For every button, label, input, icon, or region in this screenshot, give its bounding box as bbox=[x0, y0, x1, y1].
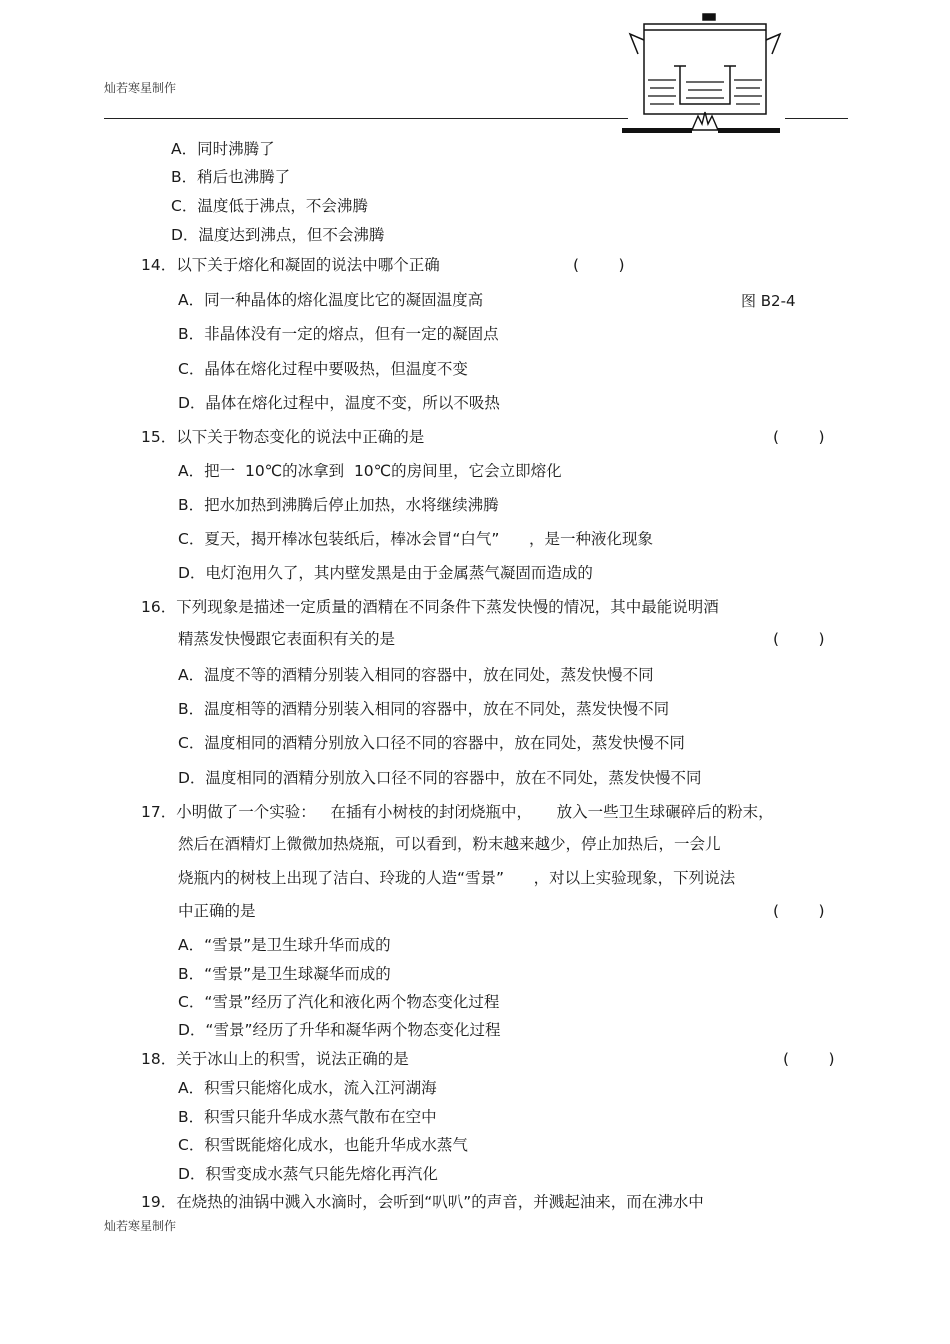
option-text: A．温度不等的酒精分别装入相同的容器中，放在同处，蒸发快慢不同 bbox=[178, 666, 654, 684]
option-text: D．积雪变成水蒸气只能先熔化再汽化 bbox=[178, 1165, 438, 1183]
stove-base bbox=[622, 128, 692, 133]
option-text: B．稍后也沸腾了 bbox=[171, 168, 291, 186]
water-outer bbox=[648, 80, 762, 104]
page-header: 灿若寒星制作 bbox=[104, 81, 177, 95]
option-text: B．“雪景”是卫生球凝华而成的 bbox=[178, 965, 391, 983]
header-rule-right bbox=[785, 118, 848, 119]
question-17-cont: 中正确的是 bbox=[178, 902, 256, 920]
pot-handle-left bbox=[630, 34, 644, 54]
option-text: B．积雪只能升华成水蒸气散布在空中 bbox=[178, 1108, 437, 1126]
option-text: C．晶体在熔化过程中要吸热，但温度不变 bbox=[178, 360, 468, 378]
answer-paren: ( ) bbox=[783, 1050, 835, 1068]
question-15: 15．以下关于物态变化的说法中正确的是 bbox=[141, 428, 425, 446]
header-rule-left bbox=[104, 118, 628, 119]
page-footer: 灿若寒星制作 bbox=[104, 1219, 177, 1233]
pot-body bbox=[644, 24, 766, 114]
pot-handle-right bbox=[766, 34, 780, 54]
option-text: D．晶体在熔化过程中，温度不变，所以不吸热 bbox=[178, 394, 500, 412]
answer-paren: ( ) bbox=[773, 630, 825, 648]
figure-caption: 图 B2-4 bbox=[741, 292, 796, 310]
water-inner bbox=[686, 82, 724, 98]
option-text: D．温度相同的酒精分别放入口径不同的容器中，放在不同处，蒸发快慢不同 bbox=[178, 769, 702, 787]
question-16: 16．下列现象是描述一定质量的酒精在不同条件下蒸发快慢的情况，其中最能说明酒 bbox=[141, 598, 719, 616]
question-17: 17．小明做了一个实验： 在插有小树枝的封闭烧瓶中， 放入一些卫生球碾碎后的粉末， bbox=[141, 803, 774, 821]
question-16-cont: 精蒸发快慢跟它表面积有关的是 bbox=[178, 630, 396, 648]
question-17-cont: 烧瓶内的树枝上出现了洁白、玲珑的人造“雪景” ，对以上实验现象，下列说法 bbox=[178, 869, 736, 887]
option-text: A．同一种晶体的熔化温度比它的凝固温度高 bbox=[178, 291, 484, 309]
answer-paren: ( ) bbox=[773, 902, 825, 920]
option-text: C．温度低于沸点，不会沸腾 bbox=[171, 197, 368, 215]
option-text: D．“雪景”经历了升华和凝华两个物态变化过程 bbox=[178, 1021, 501, 1039]
question-14: 14．以下关于熔化和凝固的说法中哪个正确 bbox=[141, 256, 440, 274]
option-text: D．电灯泡用久了，其内壁发黑是由于金属蒸气凝固而造成的 bbox=[178, 564, 593, 582]
option-text: A．把一 10℃的冰拿到 10℃的房间里，它会立即熔化 bbox=[178, 462, 562, 480]
option-text: A．同时沸腾了 bbox=[171, 140, 275, 158]
option-text: C．温度相同的酒精分别放入口径不同的容器中，放在同处，蒸发快慢不同 bbox=[178, 734, 685, 752]
question-17-cont: 然后在酒精灯上微微加热烧瓶，可以看到，粉末越来越少，停止加热后，一会儿 bbox=[178, 835, 721, 853]
question-18: 18．关于冰山上的积雪，说法正确的是 bbox=[141, 1050, 409, 1068]
boiling-pot-figure bbox=[620, 10, 785, 135]
option-text: A．积雪只能熔化成水，流入江河湖海 bbox=[178, 1079, 437, 1097]
answer-paren: ( ) bbox=[573, 256, 625, 274]
option-text: D．温度达到沸点，但不会沸腾 bbox=[171, 226, 385, 244]
option-text: B．非晶体没有一定的熔点，但有一定的凝固点 bbox=[178, 325, 499, 343]
pot-lid-knob bbox=[703, 14, 715, 20]
option-text: C．“雪景”经历了汽化和液化两个物态变化过程 bbox=[178, 993, 500, 1011]
option-text: B．把水加热到沸腾后停止加热，水将继续沸腾 bbox=[178, 496, 499, 514]
option-text: A．“雪景”是卫生球升华而成的 bbox=[178, 936, 391, 954]
option-text: C．夏天，揭开棒冰包装纸后，棒冰会冒“白气” ，是一种液化现象 bbox=[178, 530, 653, 548]
option-text: B．温度相等的酒精分别装入相同的容器中，放在不同处，蒸发快慢不同 bbox=[178, 700, 670, 718]
answer-paren: ( ) bbox=[773, 428, 825, 446]
option-text: C．积雪既能熔化成水，也能升华成水蒸气 bbox=[178, 1136, 468, 1154]
question-19: 19．在烧热的油锅中溅入水滴时，会听到“叭叭”的声音，并溅起油来，而在沸水中 bbox=[141, 1193, 704, 1211]
